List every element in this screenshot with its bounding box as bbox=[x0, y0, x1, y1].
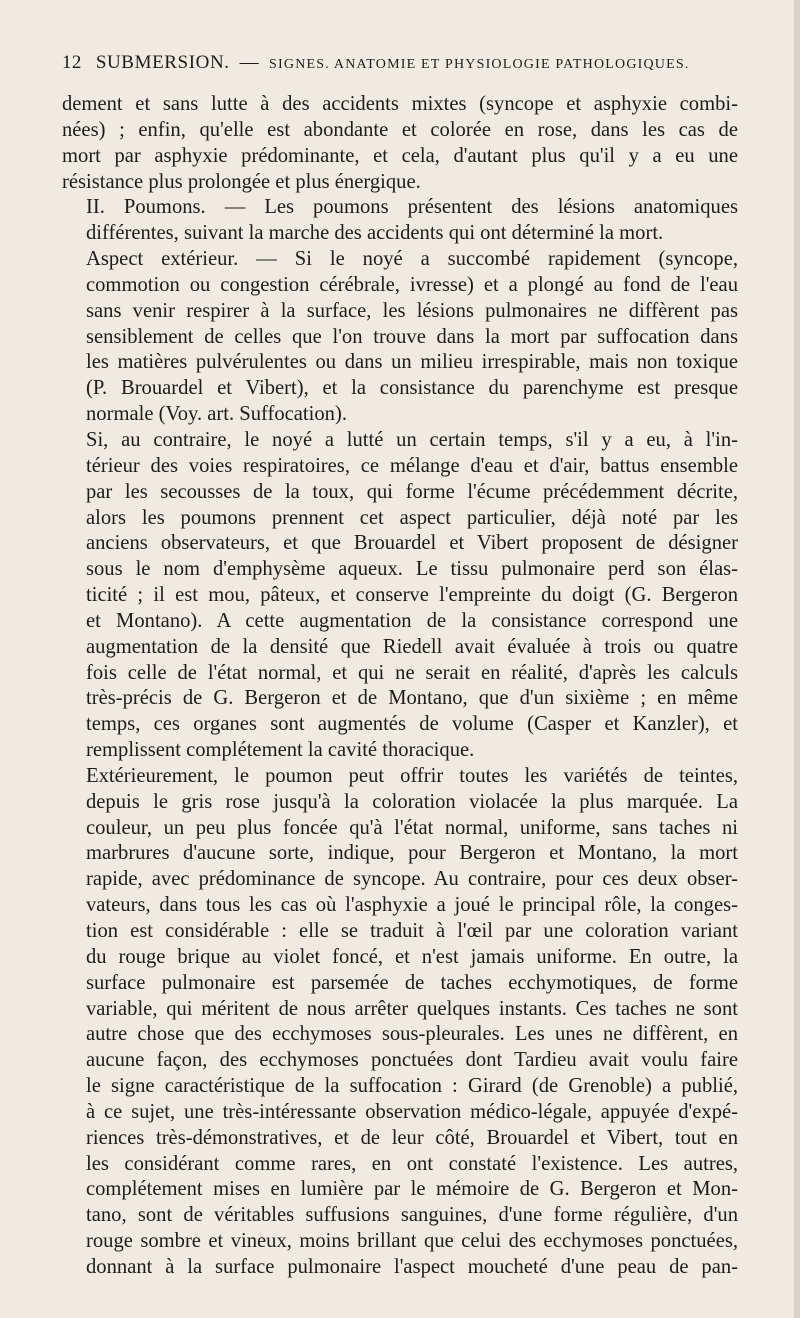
text-line: aucune façon, des ecchymoses ponctuées dont Tardieu avait voulu faire bbox=[86, 1049, 738, 1072]
text-line: nées) ; enfin, qu'elle est abondante et colorée en rose, dans les cas de bbox=[62, 118, 738, 141]
text-line: les considérant comme rares, en ont constaté l'existence. Les autres, bbox=[86, 1152, 738, 1175]
text-line: sous le nom d'emphysème aqueux. Le tissu pulmonaire perd son élas- bbox=[86, 558, 738, 581]
text-line: à ce sujet, une très-intéressante observation médico-légale, appuyée d'expé- bbox=[86, 1100, 738, 1123]
paragraph bbox=[62, 195, 738, 247]
text-line: Si, au contraire, le noyé a lutté un certain temps, s'il y a eu, à l'in- bbox=[86, 428, 738, 451]
text-line: depuis le gris rose jusqu'à la coloration violacée la plus marquée. La bbox=[86, 790, 738, 813]
text-line: anciens observateurs, et que Brouardel et Vibert proposent de désigner bbox=[86, 532, 738, 555]
text-line: alors les poumons prennent cet aspect particulier, déjà noté par les bbox=[86, 506, 738, 529]
text-line: surface pulmonaire est parsemée de taches ecchymotiques, de forme bbox=[86, 971, 738, 994]
text-line: complétement mises en lumière par le mémoire de G. Bergeron et Mon- bbox=[86, 1178, 738, 1201]
text-line: les matières pulvérulentes ou dans un milieu irrespirable, mais non toxique bbox=[86, 351, 738, 374]
text-line: dement et sans lutte à des accidents mixtes (syncope et asphyxie combi- bbox=[62, 93, 738, 115]
text-line: Extérieurement, le poumon peut offrir toutes les variétés de teintes, bbox=[86, 764, 738, 787]
text-line: temps, ces organes sont augmentés de volume (Casper et Kanzler), et bbox=[86, 713, 738, 736]
text-line: remplissent complétement la cavité thoracique. bbox=[86, 739, 475, 762]
paragraph bbox=[62, 247, 738, 428]
text-line: térieur des voies respiratoires, ce mélange d'eau et d'air, battus ensemble bbox=[86, 454, 738, 477]
text-line: normale (Voy. art. Suffocation). bbox=[86, 403, 347, 426]
text-line: II. Poumons. — Les poumons présentent des lésions anatomiques bbox=[86, 196, 738, 219]
text-line: autre chose que des ecchymoses sous-pleurales. Les unes ne diffèrent, en bbox=[86, 1023, 738, 1046]
text-line: et Montano). A cette augmentation de la consistance correspond une bbox=[86, 609, 738, 632]
page-edge bbox=[794, 0, 800, 1318]
running-header bbox=[62, 52, 738, 92]
header-title: SUBMERSION. bbox=[95, 52, 230, 73]
text-line: différentes, suivant la marche des accidents qui ont déterminé la mort. bbox=[86, 222, 664, 245]
text-line: sans venir respirer à la surface, les lésions pulmonaires ne diffèrent pas bbox=[86, 299, 738, 322]
text-line: du rouge brique au violet foncé, et n'est jamais uniforme. En outre, la bbox=[86, 945, 738, 968]
text-line: rouge sombre et vineux, moins brillant que celui des ecchymoses ponctuées, bbox=[86, 1230, 738, 1253]
paragraph bbox=[62, 428, 738, 764]
text-line: couleur, un peu plus foncée qu'à l'état normal, uniforme, sans taches ni bbox=[86, 816, 738, 839]
header-subtitle: SIGNES. ANATOMIE ET PHYSIOLOGIE PATHOLOGIQUES. bbox=[269, 57, 690, 72]
text-line: par les secousses de la toux, qui forme l'écume précédemment décrite, bbox=[86, 480, 738, 503]
body-text bbox=[62, 92, 738, 1281]
text-line: tion est considérable : elle se traduit à l'œil par une coloration variant bbox=[86, 920, 738, 942]
text-line: riences très-démonstratives, et de leur côté, Brouardel et Vibert, tout en bbox=[86, 1126, 738, 1149]
text-line: ticité ; il est mou, pâteux, et conserve l'empreinte du doigt (G. Bergeron bbox=[86, 584, 738, 607]
text-line: sensiblement de celles que l'on trouve dans la mort par suffocation dans bbox=[86, 325, 738, 348]
text-line: Aspect extérieur. — Si le noyé a succombé rapidement (syncope, bbox=[86, 248, 738, 271]
text-line: (P. Brouardel et Vibert), et la consistance du parenchyme est presque bbox=[86, 377, 738, 400]
text-line: tano, sont de véritables suffusions sanguines, d'une forme régulière, d'un bbox=[86, 1204, 738, 1227]
text-line: fois celle de l'état normal, et qui ne serait en réalité, d'après les calculs bbox=[86, 661, 738, 684]
header-dash: — bbox=[239, 52, 260, 73]
text-line: augmentation de la densité que Riedell avait évaluée à trois ou quatre bbox=[86, 635, 738, 658]
text-line: résistance plus prolongée et plus énergique. bbox=[62, 170, 421, 193]
text-line: donnant à la surface pulmonaire l'aspect moucheté d'une peau de pan- bbox=[86, 1255, 738, 1278]
text-line: marbrures d'aucune sorte, indique, pour Bergeron et Montano, la mort bbox=[86, 842, 738, 865]
text-line: commotion ou congestion cérébrale, ivresse) et a plongé au fond de l'eau bbox=[86, 273, 738, 296]
text-line: vateurs, dans tous les cas où l'asphyxie a joué le principal rôle, la conges- bbox=[86, 894, 738, 917]
paragraph bbox=[62, 92, 738, 195]
paragraph bbox=[62, 764, 738, 1281]
text-line: variable, qui méritent de nous arrêter quelques instants. Ces taches ne sont bbox=[86, 997, 738, 1020]
text-line: le signe caractéristique de la suffocation : Girard (de Grenoble) a publié, bbox=[86, 1075, 738, 1098]
text-line: très-précis de G. Bergeron et de Montano, que d'un sixième ; en même bbox=[86, 687, 738, 710]
text-line: mort par asphyxie prédominante, et cela, d'autant plus qu'il y a eu une bbox=[62, 144, 738, 167]
text-line: rapide, avec prédominance de syncope. Au contraire, pour ces deux obser- bbox=[86, 868, 738, 891]
page-number: 12 bbox=[62, 52, 82, 73]
